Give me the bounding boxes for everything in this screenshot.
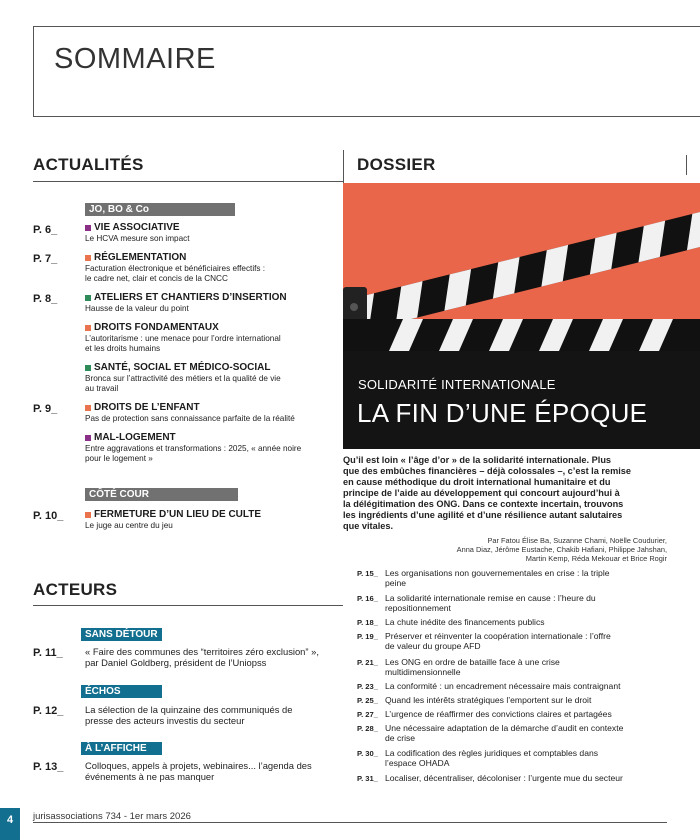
actualites-rule (33, 181, 343, 182)
entry-desc: Le HCVA mesure son impact (85, 234, 190, 243)
page-ref: P. 25_ (357, 696, 378, 705)
dossier-kicker: SOLIDARITÉ INTERNATIONALE (358, 377, 556, 392)
category-square-icon (85, 295, 91, 301)
article-line: La solidarité internationale remise en cause : l’heure du (385, 593, 596, 603)
entry-title: MAL-LOGEMENT (94, 432, 176, 443)
entry-droits-enfant[interactable] (85, 402, 337, 424)
dossier-article[interactable] (357, 618, 667, 628)
dossier-article[interactable] (357, 658, 667, 678)
page-ref: P. 28_ (357, 724, 378, 733)
actualites-heading: ACTUALITÉS (33, 155, 144, 174)
entry-desc: L’autoritarisme : une menace pour l’ordre international (85, 334, 281, 343)
category-square-icon (85, 255, 91, 261)
page-ref: P. 27_ (357, 710, 378, 719)
dossier-article[interactable] (357, 594, 667, 614)
dossier-article[interactable] (357, 569, 667, 589)
acteur-line: par Daniel Goldberg, président de l’Uniopss (85, 657, 267, 668)
category-square-icon (85, 225, 91, 231)
dossier-article[interactable] (357, 724, 667, 744)
page-ref: P. 10_ (33, 510, 64, 522)
column-divider (343, 150, 344, 183)
article-line: Les organisations non gouvernementales en crise : la triple (385, 568, 610, 578)
article-line: L’urgence de réaffirmer des convictions claires et partagées (385, 709, 612, 719)
footer-rule (33, 822, 667, 823)
acteurs-heading: ACTEURS (33, 580, 118, 599)
tag-echos: ÉCHOS (81, 685, 162, 698)
dossier-article[interactable] (357, 774, 667, 784)
entry-ateliers[interactable] (85, 292, 337, 314)
acteur-line: La sélection de la quinzaine des communiqués de (85, 704, 293, 715)
entry-desc: Entre aggravations et transformations : 2025, « année noire (85, 444, 302, 453)
entry-desc: Facturation électronique et bénéficiaires effectifs : (85, 264, 266, 273)
entry-fermeture-culte[interactable] (85, 509, 337, 531)
footer-text: jurisassociations 734 - 1er mars 2026 (33, 811, 191, 822)
entry-desc: Le juge au centre du jeu (85, 521, 173, 530)
page-number-badge: 4 (0, 808, 20, 840)
page-ref: P. 30_ (357, 749, 378, 758)
acteur-line: Colloques, appels à projets, webinaires... l’agenda des (85, 760, 312, 771)
acteur-a-l-affiche[interactable] (85, 760, 340, 782)
entry-reglementation[interactable] (85, 252, 337, 284)
article-line: Quand les intérêts stratégiques l’emportent sur le droit (385, 695, 592, 705)
article-line: l’espace OHADA (385, 757, 450, 768)
page-ref: P. 19_ (357, 632, 378, 641)
page-ref: P. 7_ (33, 253, 58, 265)
page-ref: P. 6_ (33, 224, 58, 236)
page-ref: P. 12_ (33, 705, 64, 717)
intro-line: la délégitimation des ONG. Dans ce contexte incertain, trouvons (343, 499, 624, 509)
acteurs-rule (33, 605, 343, 606)
entry-sante-social[interactable] (85, 362, 337, 394)
intro-line: que des embûches financières – déjà colossales –, c’est la remise (343, 466, 632, 476)
entry-title: ATELIERS ET CHANTIERS D’INSERTION (94, 292, 287, 303)
acteur-echos[interactable] (85, 704, 340, 726)
page-ref: P. 16_ (357, 594, 378, 603)
intro-line: principe de l’aide au développement qui concourt aujourd’hui à (343, 488, 620, 498)
entry-title: DROITS FONDAMENTAUX (94, 322, 219, 333)
category-square-icon (85, 512, 91, 518)
acteur-line: événements à ne pas manquer (85, 771, 215, 782)
tag-jo-bo: JO, BO & Co (85, 203, 235, 216)
dossier-tick (686, 155, 687, 175)
dossier-article[interactable] (357, 682, 667, 692)
intro-line: que vitales. (343, 521, 394, 531)
article-line: peine (385, 577, 407, 588)
dossier-intro (343, 455, 663, 532)
acteur-line: presse des acteurs investis du secteur (85, 715, 245, 726)
article-line: La chute inédite des financements publics (385, 617, 545, 627)
entry-vie-associative[interactable] (85, 222, 337, 244)
entry-desc: Pas de protection sans connaissance parfaite de la réalité (85, 414, 295, 423)
entry-mal-logement[interactable] (85, 432, 337, 464)
entry-title: DROITS DE L’ENFANT (94, 402, 200, 413)
article-line: Une nécessaire adaptation de la démarche d’audit en contexte (385, 723, 624, 733)
article-line: repositionnement (385, 602, 451, 613)
category-square-icon (85, 325, 91, 331)
entry-title: FERMETURE D’UN LIEU DE CULTE (94, 509, 262, 520)
dossier-article[interactable] (357, 749, 667, 769)
article-line: Les ONG en ordre de bataille face à une crise (385, 657, 560, 667)
tag-a-l-affiche: À L’AFFICHE (81, 742, 162, 755)
page-ref: P. 15_ (357, 569, 378, 578)
acteur-sans-detour[interactable] (85, 646, 340, 668)
tag-sans-detour: SANS DÉTOUR (81, 628, 162, 641)
dossier-article[interactable] (357, 696, 667, 706)
article-line: de valeur du groupe AFD (385, 640, 481, 651)
entry-desc: Hausse de la valeur du point (85, 304, 189, 313)
page-ref: P. 31_ (357, 774, 378, 783)
dossier-authors (430, 536, 667, 563)
intro-line: Qu’il est loin « l’âge d’or » de la solidarité internationale. Plus (343, 455, 612, 465)
dossier-heading: DOSSIER (357, 155, 436, 174)
entry-title: RÉGLEMENTATION (94, 252, 187, 263)
header-box (33, 26, 700, 117)
authors-line: Martin Kemp, Réda Mekouar et Brice Rogir (525, 554, 667, 563)
authors-line: Anna Diaz, Jérôme Eustache, Chakib Hafiani, Philippe Jahshan, (456, 545, 667, 554)
category-square-icon (85, 435, 91, 441)
acteur-line: « Faire des communes des “territoires zéro exclusion” », (85, 646, 319, 657)
category-square-icon (85, 365, 91, 371)
entry-title: SANTÉ, SOCIAL ET MÉDICO-SOCIAL (94, 362, 271, 373)
entry-desc: pour le logement » (85, 454, 153, 463)
dossier-article[interactable] (357, 632, 667, 652)
intro-line: en cause méthodique du droit international humanitaire et du (343, 477, 611, 487)
article-line: La codification des règles juridiques et comptables dans (385, 748, 599, 758)
article-line: La conformité : un encadrement nécessaire mais contraignant (385, 681, 621, 691)
page-ref: P. 23_ (357, 682, 378, 691)
entry-desc: au travail (85, 384, 119, 393)
article-line: multidimensionnelle (385, 666, 461, 677)
page-ref: P. 11_ (33, 647, 63, 659)
entry-title: VIE ASSOCIATIVE (94, 222, 180, 233)
article-line: de crise (385, 732, 416, 743)
page-ref: P. 9_ (33, 403, 58, 415)
entry-desc: le cadre net, clair et concis de la CNCC (85, 274, 228, 283)
page-ref: P. 8_ (33, 293, 58, 305)
dossier-headline: LA FIN D’UNE ÉPOQUE (357, 398, 648, 428)
page-ref: P. 13_ (33, 761, 64, 773)
entry-desc: et les droits humains (85, 344, 161, 353)
article-line: Préserver et réinventer la coopération internationale : l’offre (385, 631, 611, 641)
dossier-article[interactable] (357, 710, 667, 720)
entry-desc: Bronca sur l’attractivité des métiers et la qualité de vie (85, 374, 281, 383)
authors-line: Par Fatou Élise Ba, Suzanne Chami, Noëlle Coudurier, (487, 536, 667, 545)
category-square-icon (85, 405, 91, 411)
article-line: Localiser, décentraliser, décoloniser : l’urgente mue du secteur (385, 773, 623, 783)
page-title: SOMMAIRE (54, 43, 216, 75)
tag-cote-cour: CÔTÉ COUR (85, 488, 238, 501)
page-ref: P. 18_ (357, 618, 378, 627)
page-ref: P. 21_ (357, 658, 378, 667)
entry-droits-fondamentaux[interactable] (85, 322, 337, 354)
intro-line: les ingrédients d’une agilité et d’une résilience autant salutaires (343, 510, 623, 520)
